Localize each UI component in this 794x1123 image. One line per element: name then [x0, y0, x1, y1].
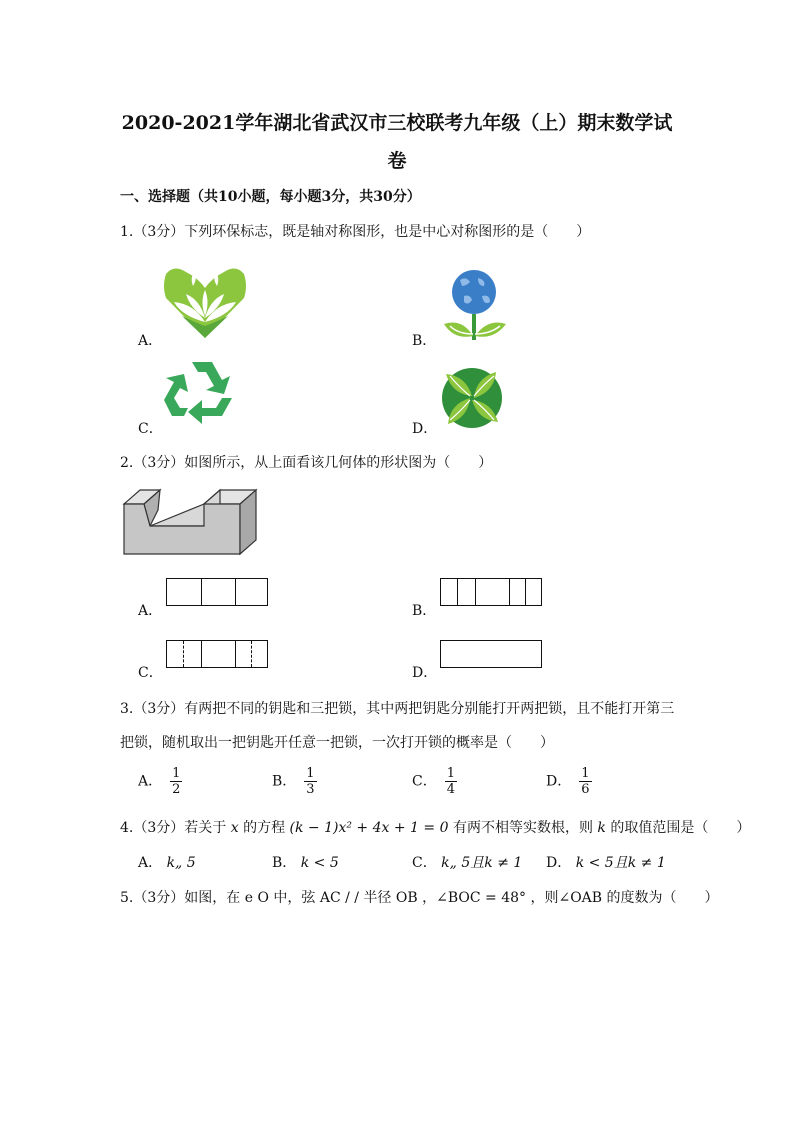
- dashed-line: [251, 641, 252, 667]
- question-1-stem: 1.（3分）下列环保标志，既是轴对称图形，也是中心对称图形的是（ ）: [120, 224, 591, 240]
- q3-option-c[interactable]: [412, 766, 457, 797]
- q4-option-b[interactable]: [272, 852, 339, 872]
- question-3-stem-line1: 3.（3分）有两把不同的钥匙和三把锁，其中两把钥匙分别能打开两把锁，且不能打开第三: [120, 701, 675, 717]
- recycle-logo-icon: [162, 358, 242, 426]
- q4-option-a-value: k„ 5: [166, 855, 196, 871]
- q2-option-d-label[interactable]: D．: [412, 665, 438, 681]
- heart-leaf-logo-icon: [160, 266, 250, 340]
- fraction: [304, 766, 316, 797]
- q4-option-d[interactable]: [546, 852, 666, 872]
- q4-option-d-value: k < 5且k ≠ 1: [575, 855, 666, 871]
- solid-line: [475, 579, 476, 605]
- q3-option-d[interactable]: [546, 766, 592, 797]
- q1-option-d-label[interactable]: D．: [412, 421, 438, 437]
- dashed-line: [183, 641, 184, 667]
- fraction-numerator: 1: [306, 766, 315, 781]
- globe-leaves-logo-icon: [440, 268, 510, 342]
- q4-variable-x: x: [230, 820, 239, 836]
- q2-option-a-figure[interactable]: [166, 578, 268, 606]
- q4-stem-suffix: 的取值范围是（ ）: [610, 820, 751, 836]
- q4-option-c-value: k„ 5且k ≠ 1: [441, 855, 523, 871]
- q4-variable-k: k: [597, 820, 606, 836]
- q2-option-c-label[interactable]: C．: [138, 665, 163, 681]
- q1-option-c-image[interactable]: [162, 358, 242, 430]
- q4-equation: (k − 1)x² + 4x + 1 = 0: [289, 820, 449, 836]
- q4-option-a-label: A．: [138, 855, 163, 871]
- q4-stem-mid2: 有两不相等实数根，则: [452, 820, 593, 836]
- page-title-continued: 卷: [387, 150, 407, 172]
- q2-option-b-label[interactable]: B．: [412, 603, 437, 619]
- q3-option-d-label: D．: [546, 773, 572, 790]
- page-title: 2020-2021学年湖北省武汉市三校联考九年级（上）期末数学试: [121, 112, 673, 134]
- q1-option-b-image[interactable]: [440, 268, 510, 346]
- fraction-numerator: 1: [446, 766, 455, 781]
- question-3-stem-line2: 把锁，随机取出一把钥匙开任意一把锁，一次打开锁的概率是（ ）: [120, 735, 554, 751]
- q3-option-a[interactable]: [138, 766, 182, 797]
- section-heading: 一、选择题（共10小题，每小题3分，共30分）: [120, 189, 421, 205]
- q1-option-d-image[interactable]: [440, 366, 504, 434]
- q4-option-c-label: C．: [412, 855, 437, 871]
- q3-option-c-label: C．: [412, 773, 437, 790]
- q1-option-c-label[interactable]: C．: [138, 421, 163, 437]
- question-4-stem: [120, 817, 750, 837]
- u-shaped-solid-icon: [122, 488, 258, 558]
- q1-option-a-label[interactable]: A．: [138, 333, 163, 349]
- question-5-stem: 5.（3分）如图，在 e O 中，弦 AC / / 半径 OB ，∠BOC = 48° ，则∠OAB 的度数为（ ）: [120, 890, 719, 906]
- fraction-denominator: 6: [581, 782, 590, 797]
- fraction-denominator: 2: [172, 782, 181, 797]
- q2-option-c-figure[interactable]: [166, 640, 268, 668]
- solid-line: [201, 579, 202, 605]
- fraction-denominator: 4: [446, 782, 455, 797]
- four-leaf-logo-icon: [440, 366, 504, 430]
- fraction-numerator: 1: [172, 766, 181, 781]
- solid-line: [201, 641, 202, 667]
- fraction: [579, 766, 591, 797]
- fraction: [170, 766, 182, 797]
- solid-line: [235, 579, 236, 605]
- solid-line: [525, 579, 526, 605]
- q4-stem-prefix: 4.（3分）若关于: [120, 820, 227, 836]
- fraction-numerator: 1: [581, 766, 590, 781]
- q4-option-d-label: D．: [546, 855, 572, 871]
- question-2-stem: 2.（3分）如图所示，从上面看该几何体的形状图为（ ）: [120, 455, 493, 471]
- q2-option-d-figure[interactable]: [440, 640, 542, 668]
- q2-option-a-label[interactable]: A．: [138, 603, 163, 619]
- fraction-denominator: 3: [306, 782, 315, 797]
- q3-option-b-label: B．: [272, 773, 297, 790]
- q3-option-a-label: A．: [138, 773, 163, 790]
- q2-option-b-figure[interactable]: [440, 578, 542, 606]
- q4-option-c[interactable]: [412, 852, 522, 872]
- fraction: [445, 766, 457, 797]
- q4-option-a[interactable]: [138, 852, 196, 872]
- q2-solid-figure: [122, 488, 258, 562]
- q4-stem-mid: 的方程: [243, 820, 286, 836]
- q3-option-b[interactable]: [272, 766, 317, 797]
- solid-line: [509, 579, 510, 605]
- q4-option-b-label: B．: [272, 855, 297, 871]
- solid-line: [457, 579, 458, 605]
- q1-option-a-image[interactable]: [160, 266, 250, 344]
- solid-line: [235, 641, 236, 667]
- q4-option-b-value: k < 5: [300, 855, 339, 871]
- q1-option-b-label[interactable]: B．: [412, 333, 437, 349]
